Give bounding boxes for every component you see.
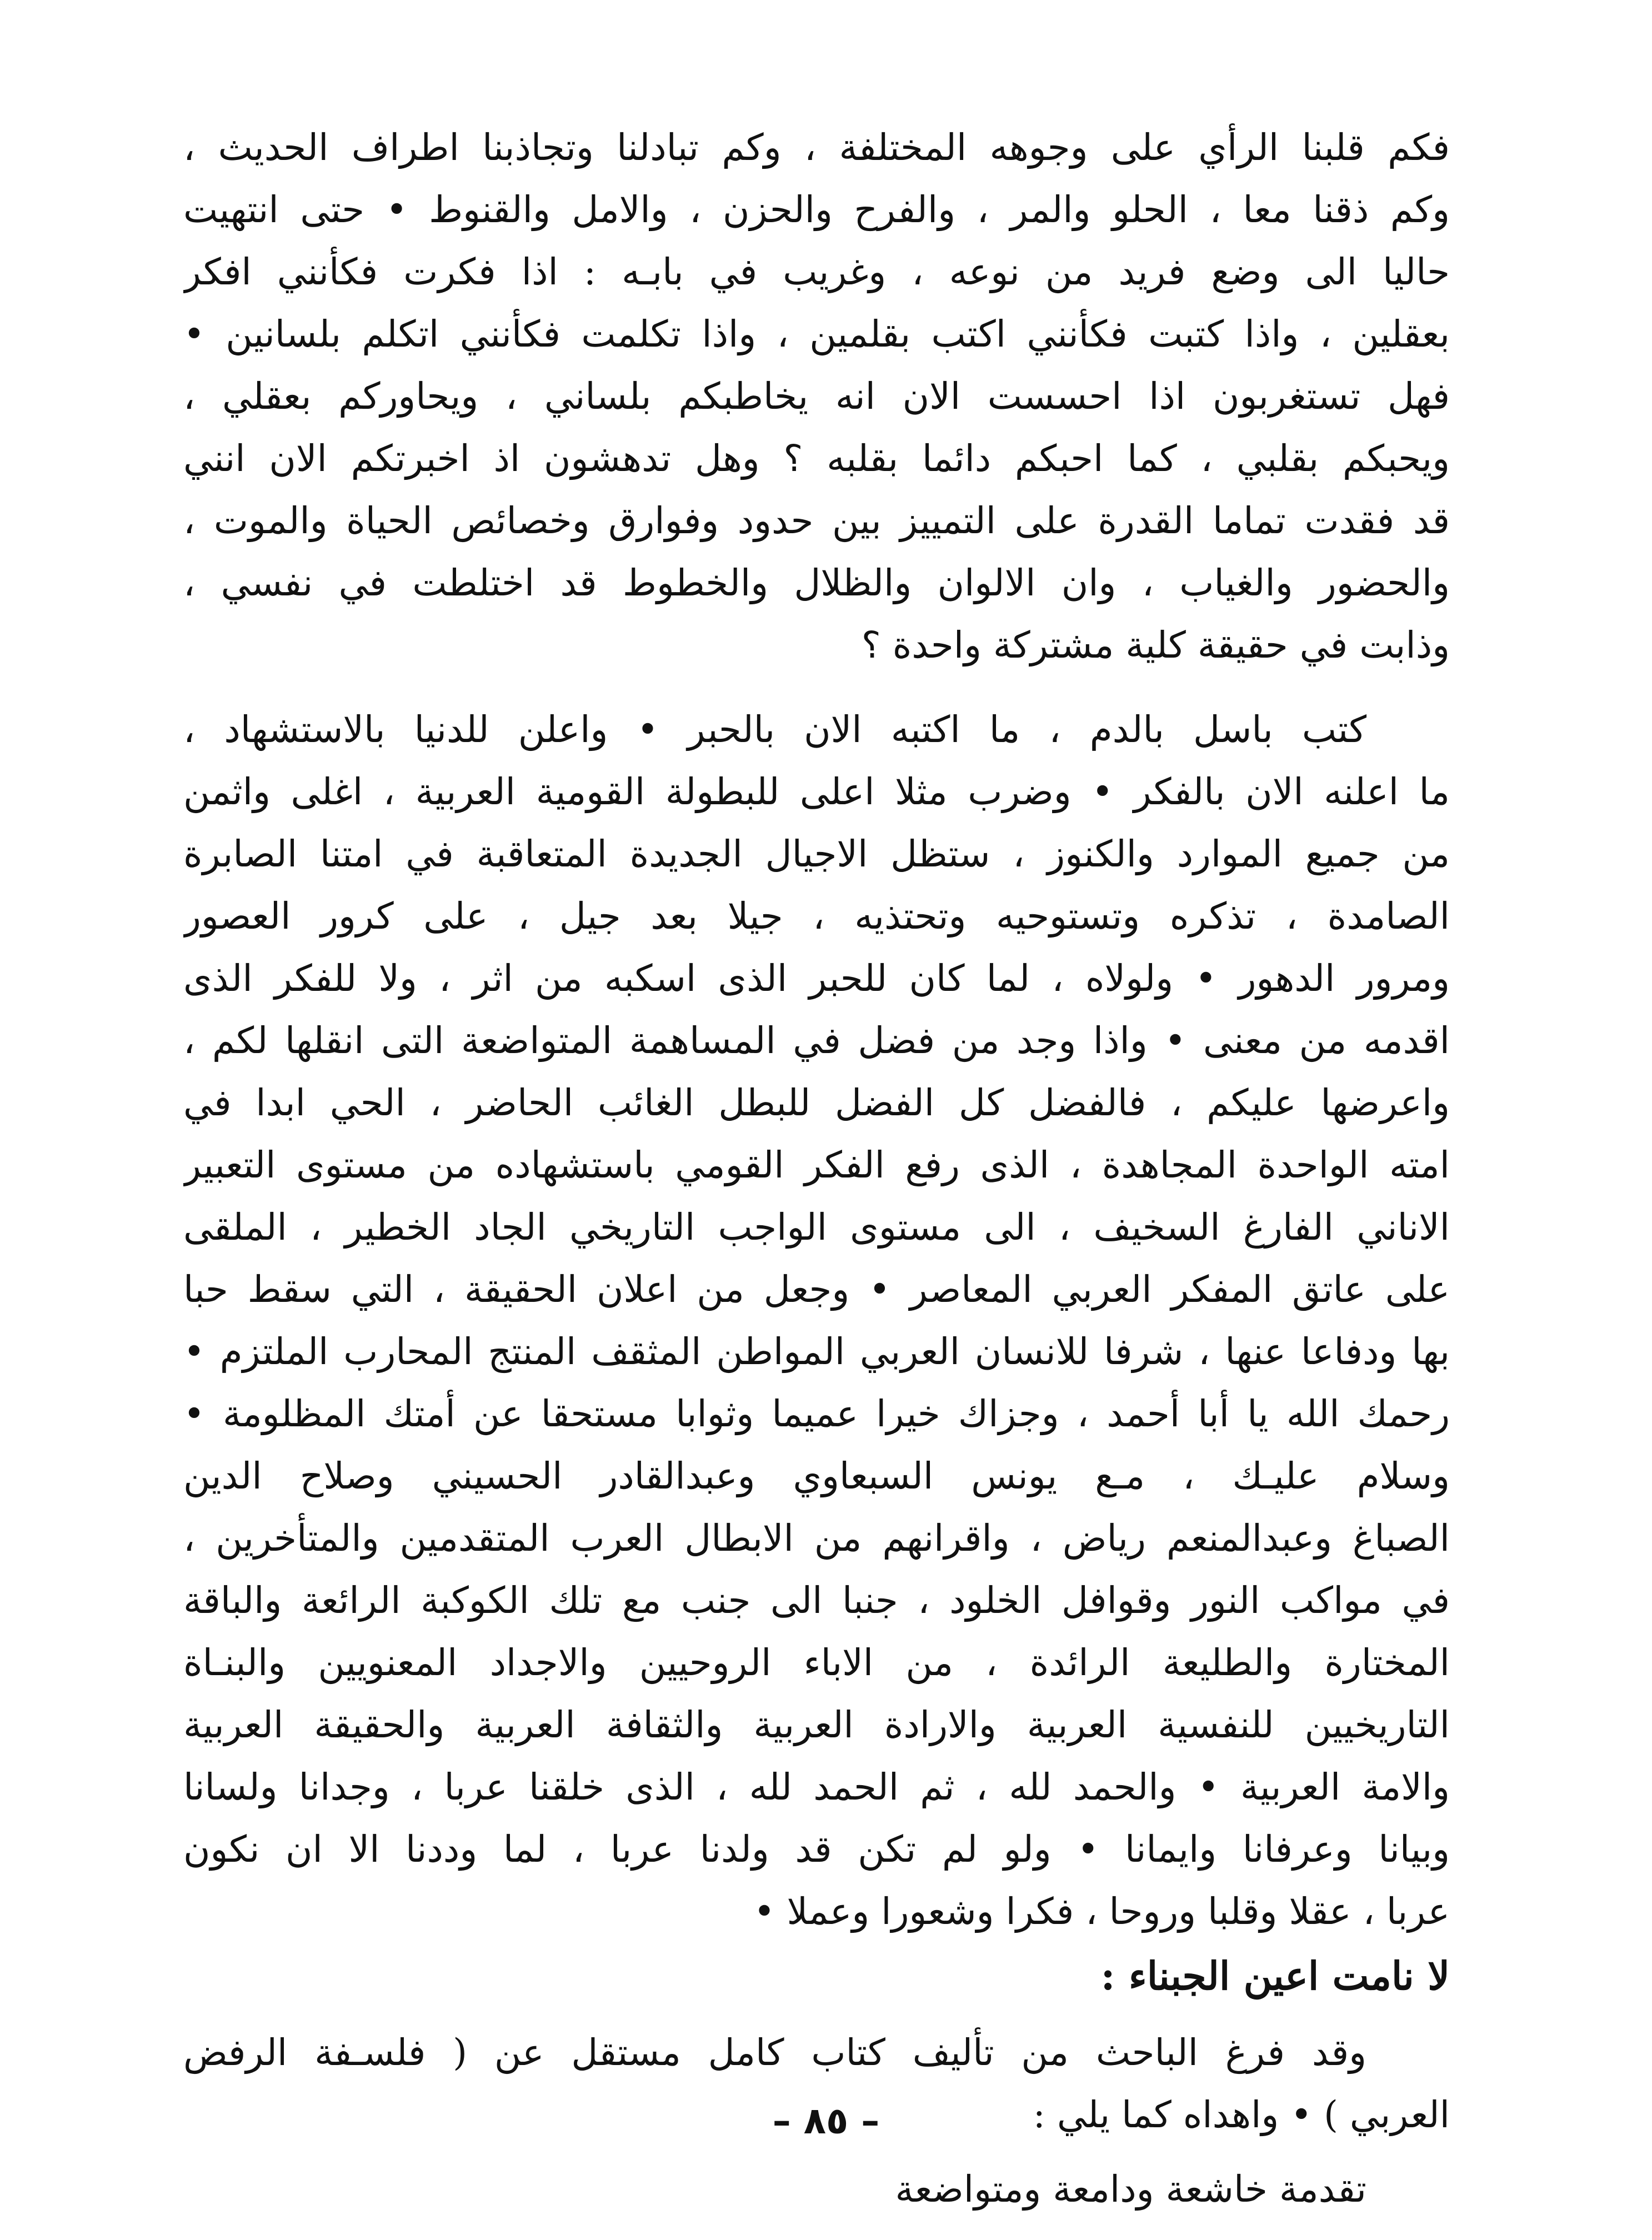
text-line: رحمك الله يا أبا أحمد ، وجزاك خيرا عميما وثوابا مستحقا عن أمتك المظلومة • (183, 1392, 1450, 1435)
text-line: ويحبكم بقلبي ، كما احبكم دائما بقلبه ؟ وهل تدهشون اذ اخبرتكم الان انني (183, 437, 1450, 480)
text-line: الصباغ وعبدالمنعم رياض ، واقرانهم من الابطال العرب المتقدمين والمتأخرين ، (183, 1517, 1450, 1560)
text-line: وكم ذقنا معا ، الحلو والمر ، والفرح والحزن ، والامل والقنوط • حتى انتهيت (183, 188, 1450, 231)
text-line: ومرور الدهور • ولولاه ، لما كان للحبر الذى اسكبه من اثر ، ولا للفكر الذى (183, 957, 1450, 1000)
body-text (183, 117, 1450, 2221)
paragraph-gap (183, 2146, 1450, 2158)
text-line: كتب باسل بالدم ، ما اكتبه الان بالحبر • واعلن للدنيا بالاستشهاد ، (183, 708, 1366, 751)
text-line: واعرضها عليكم ، فالفضل كل الفضل للبطل الغائب الحاضر ، الحي ابدا في (183, 1081, 1450, 1124)
text-line: الاناني الفارغ السخيف ، الى مستوى الواجب التاريخي الجاد الخطير ، الملقى (183, 1206, 1450, 1249)
text-line: وبيانا وعرفانا وايمانا • ولو لم تكن قد ولدنا عربا ، لما وددنا الا ان نكون (183, 1828, 1450, 1871)
text-line: اقدمه من معنى • واذا وجد من فضل في المساهمة المتواضعة التى انقلها لكم ، (183, 1019, 1450, 1062)
text-line: الصامدة ، تذكره وتستوحيه وتحتذيه ، جيلا بعد جيل ، على كرور العصور (183, 895, 1450, 938)
text-line: المختارة والطليعة الرائدة ، من الاباء الروحيين والاجداد المعنويين والبنـاة (183, 1641, 1450, 1684)
text-line: من جميع الموارد والكنوز ، ستظل الاجيال الجديدة المتعاقبة في امتنا الصابرة (183, 833, 1450, 875)
text-line: على عاتق المفكر العربي المعاصر • وجعل من اعلان الحقيقة ، التي سقط حبا (183, 1268, 1450, 1311)
text-line: قد فقدت تماما القدرة على التمييز بين حدود وفوارق وخصائص الحياة والموت ، (183, 499, 1450, 542)
section-heading: لا نامت اعين الجبناء : (1100, 1953, 1450, 1999)
text-line: بعقلين ، واذا كتبت فكأنني اكتب بقلمين ، واذا تكلمت فكأنني اتكلم بلسانين • (183, 313, 1450, 355)
text-line: فكم قلبنا الرأي على وجوهه المختلفة ، وكم تبادلنا وتجاذبنا اطراف الحديث ، (183, 126, 1450, 169)
paragraph-1 (183, 117, 1450, 676)
text-line: فهل تستغربون اذا احسست الان انه يخاطبكم بلساني ، ويحاوركم بعقلي ، (183, 375, 1450, 418)
text-line: والامة العربية • والحمد لله ، ثم الحمد لله ، الذى خلقنا عربا ، وجدانا ولسانا (183, 1766, 1450, 1808)
text-line: عربا ، عقلا وقلبا وروحا ، فكرا وشعورا وعملا • (753, 1890, 1450, 1933)
text-line: التاريخيين للنفسية العربية والارادة العربية والثقافة العربية والحقيقة العربية (183, 1703, 1450, 1746)
text-line: ما اعلنه الان بالفكر • وضرب مثلا اعلى للبطولة القومية العربية ، اغلى واثمن (183, 770, 1450, 813)
text-line: حاليا الى وضع فريد من نوعه ، وغريب في بابـه : اذا فكرت فكأنني افكر (183, 250, 1450, 293)
paragraph-2 (183, 699, 1450, 1943)
text-line: امته الواحدة المجاهدة ، الذى رفع الفكر القومي باستشهاده من مستوى التعبير (183, 1144, 1450, 1186)
page-number: – ٨٥ – (772, 2099, 880, 2142)
paragraph-gap (183, 676, 1450, 699)
dedication-line: تقدمة خاشعة ودامعة ومتواضعة (895, 2168, 1366, 2211)
text-line: العربي ) • واهداه كما يلي : (1033, 2093, 1450, 2136)
text-line: وقد فرغ الباحث من تأليف كتاب كامل مستقل عن ( فلسـفة الرفض (183, 2031, 1366, 2074)
text-line: والحضور والغياب ، وان الالوان والظلال والخطوط قد اختلطت في نفسي ، (183, 562, 1450, 604)
paragraph-gap (183, 2010, 1450, 2022)
text-line: في مواكب النور وقوافل الخلود ، جنبا الى جنب مع تلك الكوكبة الرائعة والباقة (183, 1579, 1450, 1622)
text-line: بها ودفاعا عنها ، شرفا للانسان العربي المواطن المثقف المنتج المحارب الملتزم • (183, 1330, 1450, 1373)
text-line: وسلام عليـك ، مـع يونس السبعاوي وعبدالقادر الحسيني وصلاح الدين (183, 1455, 1450, 1497)
text-line: وذابت في حقيقة كلية مشتركة واحدة ؟ (861, 624, 1450, 667)
